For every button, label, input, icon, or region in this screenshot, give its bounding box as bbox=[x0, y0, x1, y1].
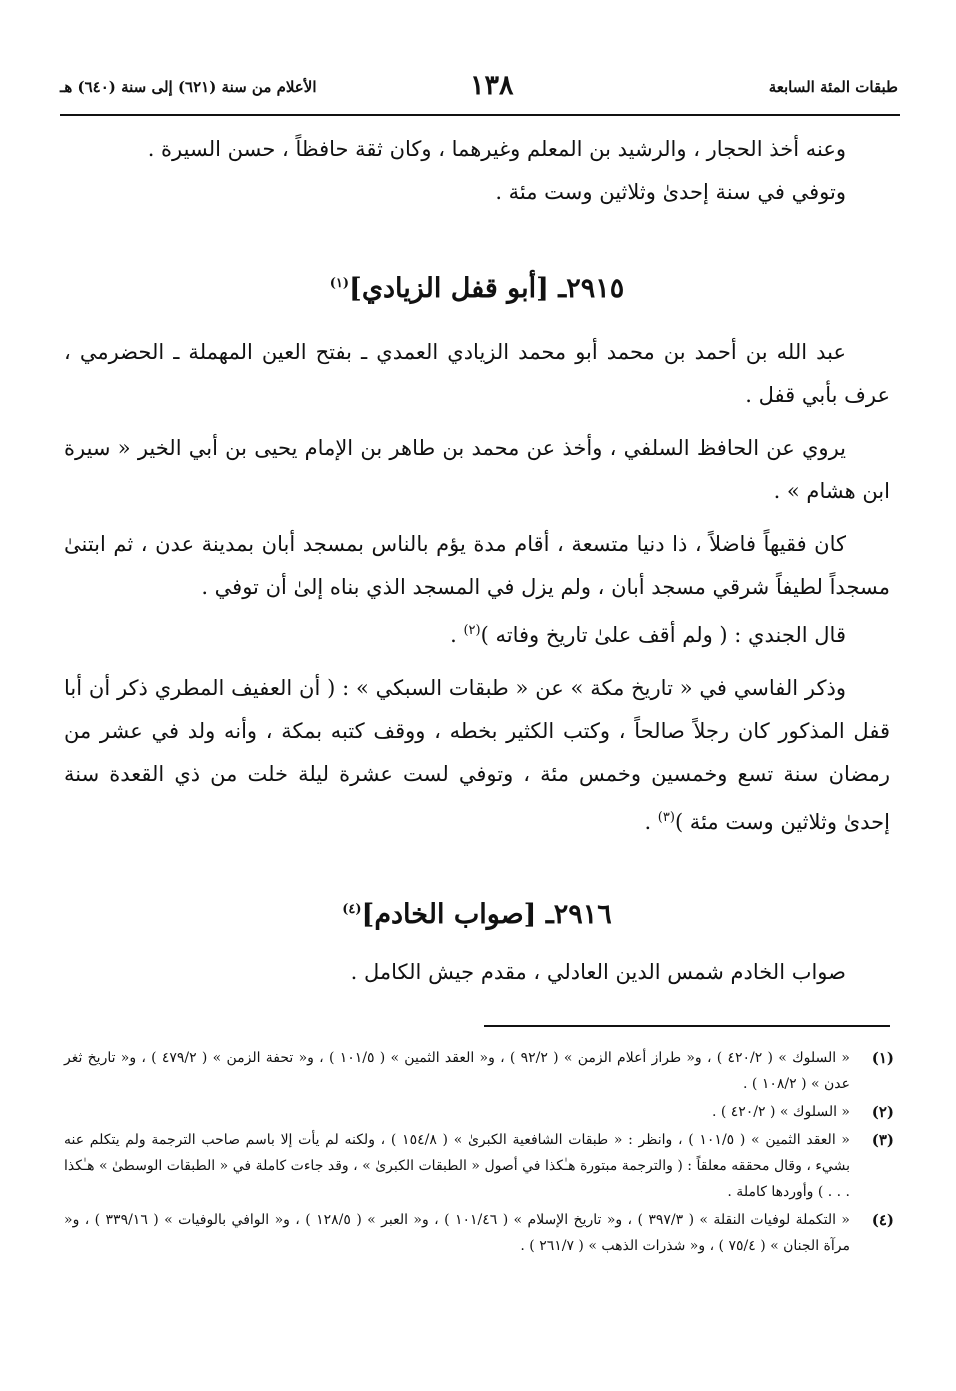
page-number: ١٣٨ bbox=[470, 70, 514, 101]
footnote-text: « السلوك » ( ٤٢٠/٢ ) ، و« طراز أعلام الزمن » ( ٩٢/٢ ) ، و« العقد الثمين » ( ١٠١/٥ ) ، و« تحفة الزمن » ( ٤٧٩/٢ ) ، و« تاريخ ثغر عدن » ( ١٠٨/٢ ) . bbox=[64, 1050, 850, 1092]
entry-title: ٢٩١٥ـ [أبو قفل الزيادي] bbox=[349, 273, 625, 304]
paragraph: صواب الخادم شمس الدين العادلي ، مقدم جيش الكامل . bbox=[350, 960, 846, 984]
footnote-ref: (٣) bbox=[657, 810, 675, 825]
paragraph: يروي عن الحافظ السلفي ، وأخذ عن محمد بن طاهر بن الإمام يحيى بن أبي الخير « سيرة ابن هشام » . bbox=[64, 436, 890, 503]
footnote-ref: (١) bbox=[329, 276, 350, 291]
footnote-text: « التكملة لوفيات النقلة » ( ٣٩٧/٣ ) ، و« تاريخ الإسلام » ( ١٠١/٤٦ ) ، و« العبر » ( ١٢٨/٥ ) ، و« الوافي بالوفيات » ( ٣٣٩/١٦ ) ، و« مرآة الجنان » ( ٧٥/٤ ) ، و« شذرات الذهب » ( ٢٦١/٧ ) . bbox=[64, 1212, 850, 1254]
footnote-divider bbox=[484, 1025, 890, 1027]
footnotes bbox=[64, 1045, 894, 1261]
footnote-ref: (٤) bbox=[342, 902, 362, 917]
main-text bbox=[64, 128, 890, 994]
footnote bbox=[64, 1127, 894, 1205]
footnote-number: (١) bbox=[871, 1049, 894, 1067]
header-divider bbox=[60, 114, 900, 116]
sentence-end: . bbox=[644, 810, 658, 834]
footnote-number: (٢) bbox=[871, 1103, 894, 1121]
paragraph bbox=[64, 609, 890, 657]
paragraph: عبد الله بن أحمد بن محمد أبو محمد الزيادي العمدي ـ بفتح العين المهملة ـ الحضرمي ، عرف بأبي قفل . bbox=[64, 340, 890, 407]
entry-heading bbox=[64, 884, 890, 941]
sentence-end: . bbox=[450, 623, 464, 647]
running-header bbox=[60, 70, 898, 110]
paragraph: وتوفي في سنة إحدىٰ وثلاثين وست مئة . bbox=[495, 180, 846, 204]
footnote bbox=[64, 1045, 894, 1097]
header-book-section: طبقات المئة السابعة bbox=[768, 78, 898, 96]
footnote-number: (٣) bbox=[871, 1131, 894, 1149]
paragraph bbox=[64, 667, 890, 844]
footnote bbox=[64, 1099, 894, 1125]
footnote-text: « العقد الثمين » ( ١٠١/٥ ) ، وانظر : « طبقات الشافعية الكبرىٰ » ( ١٥٤/٨ ) ، ولكنه لم يأت إلا باسم صاحب الترجمة ولم يتكلم عنه بشيء ، وقال محققه معلقاً : ( والترجمة مبتورة هـٰكذا في أصول « الطبقات الكبرىٰ » ، وقد جاءت كاملة في « الطبقات الوسطىٰ » هـٰكذا . . . ) وأوردها كاملة . bbox=[64, 1132, 850, 1200]
entry-heading bbox=[64, 258, 890, 315]
paragraph: وعنه أخذ الحجار ، والرشيد بن المعلم وغيرهما ، وكان ثقة حافظاً ، حسن السيرة . bbox=[147, 137, 846, 161]
entry-title: ٢٩١٦ـ [صواب الخادم] bbox=[361, 899, 612, 930]
quote-text: قال الجندي : ( ولم أقف علىٰ تاريخ وفاته ) bbox=[480, 623, 846, 647]
paragraph: كان فقيهاً فاضلاً ، ذا دنيا متسعة ، أقام مدة يؤم بالناس بمسجد أبان بمدينة عدن ، ثم ابتنىٰ مسجداً لطيفاً شرقي مسجد أبان ، ولم يزل في المسجد الذي بناه إلىٰ أن توفي . bbox=[64, 532, 890, 599]
footnote-ref: (٢) bbox=[463, 623, 481, 638]
header-date-range: الأعلام من سنة (٦٢١) إلى سنة (٦٤٠) هـ bbox=[60, 78, 317, 96]
footnote-text: « السلوك » ( ٤٢٠/٢ ) . bbox=[711, 1104, 850, 1120]
footnote bbox=[64, 1207, 894, 1259]
footnote-number: (٤) bbox=[871, 1211, 894, 1229]
quote-text: وذكر الفاسي في « تاريخ مكة » عن « طبقات السبكي » : ( أن العفيف المطري ذكر أن أبا قفل المذكور كان رجلاً صالحاً ، وكتب الكثير بخطه ، ووقف كتبه بمكة ، وأنه ولد في عشر من رمضان سنة تسع وخمسين وخمس مئة ، وتوفي لست عشرة ليلة خلت من ذي القعدة سنة إحدىٰ وثلاثين وست مئة ) bbox=[64, 676, 890, 834]
